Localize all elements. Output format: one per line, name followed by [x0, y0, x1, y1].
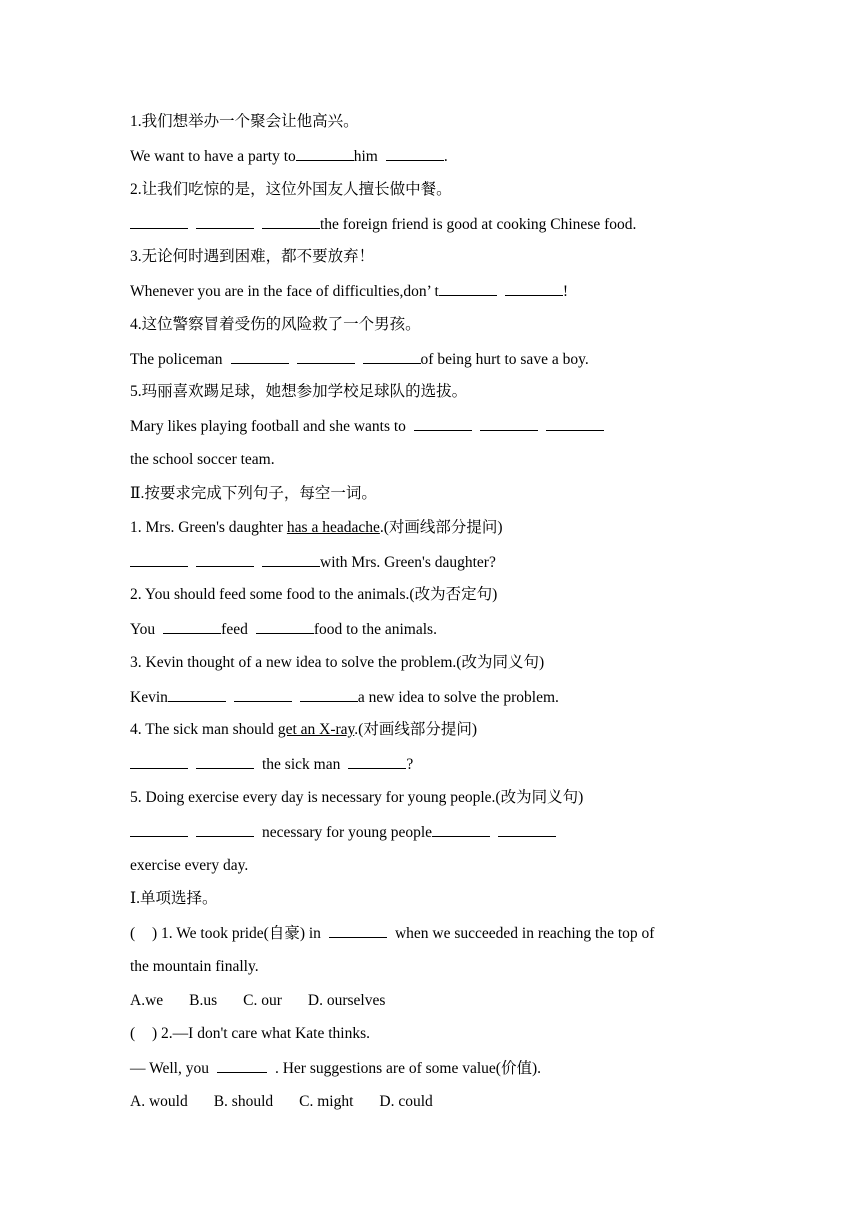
sec2-question-1-answer: with Mrs. Green's daughter?: [130, 552, 750, 573]
sec1-question-1-continuation: the mountain finally.: [130, 958, 259, 975]
answer-blank[interactable]: [546, 416, 604, 431]
answer-blank[interactable]: [262, 214, 320, 229]
sec2-question-2: 2. You should feed some food to the animals.(改为否定句): [130, 586, 498, 603]
answer-blank[interactable]: [130, 552, 188, 567]
sec2-question-5-continuation: exercise every day.: [130, 857, 249, 874]
answer-blank[interactable]: [256, 619, 314, 634]
question-2-chinese: 2.让我们吃惊的是，这位外国友人擅长做中餐。: [130, 181, 452, 198]
answer-blank[interactable]: [130, 214, 188, 229]
sec2-question-4: 4. The sick man should get an X-ray.(对画线部分提问): [130, 721, 477, 738]
underlined-phrase: get an X-ray: [277, 721, 355, 738]
question-1-chinese: 1.我们想举办一个聚会让他高兴。: [130, 113, 359, 130]
answer-blank[interactable]: [196, 822, 254, 837]
answer-blank[interactable]: [196, 214, 254, 229]
answer-blank[interactable]: [196, 754, 254, 769]
sec1-question-1-options: [130, 991, 750, 1011]
question-2-sentence: the foreign friend is good at cooking Chinese food.: [130, 214, 750, 235]
answer-blank[interactable]: [196, 552, 254, 567]
option-c: C. might: [299, 1093, 354, 1110]
underlined-phrase: has a headache: [286, 519, 380, 536]
sec2-question-3-answer: Kevin a new idea to solve the problem.: [130, 689, 559, 706]
answer-blank[interactable]: [414, 416, 472, 431]
option-a: A. would: [130, 1093, 188, 1110]
question-4-chinese: 4.这位警察冒着受伤的风险救了一个男孩。: [130, 316, 421, 333]
answer-blank[interactable]: [300, 687, 358, 702]
answer-blank[interactable]: [130, 822, 188, 837]
option-d: D. could: [379, 1093, 433, 1110]
answer-blank[interactable]: [439, 281, 497, 296]
question-4-sentence: The policeman of being hurt to save a boy.: [130, 351, 589, 368]
question-1-sentence: We want to have a party to him .: [130, 148, 448, 165]
section-1-heading: Ⅰ.单项选择。: [130, 890, 218, 907]
option-b: B.us: [189, 992, 218, 1009]
sec2-question-1: 1. Mrs. Green's daughter has a headache.(对画线部分提问): [130, 519, 503, 536]
sec2-question-4-answer: the sick man ?: [130, 754, 750, 775]
answer-blank[interactable]: [217, 1058, 267, 1073]
option-b: B. should: [213, 1093, 274, 1110]
option-c: C. our: [243, 992, 282, 1009]
answer-blank[interactable]: [505, 281, 563, 296]
question-5-chinese: 5.玛丽喜欢踢足球，她想参加学校足球队的选拔。: [130, 383, 468, 400]
sec1-question-2-dialogue: — Well, you . Her suggestions are of some value(价值).: [130, 1060, 541, 1077]
answer-blank[interactable]: [297, 349, 355, 364]
answer-blank[interactable]: [163, 619, 221, 634]
sec1-question-1: ( ) 1. We took pride(自豪) in when we succeeded in reaching the top of: [130, 925, 655, 942]
question-3-chinese: 3.无论何时遇到困难，都不要放弃！: [130, 248, 375, 265]
option-a: A.we: [130, 992, 164, 1009]
question-5-continuation: the school soccer team.: [130, 451, 275, 468]
answer-blank[interactable]: [262, 552, 320, 567]
answer-blank[interactable]: [498, 822, 556, 837]
answer-blank[interactable]: [231, 349, 289, 364]
sec1-question-2: ( ) 2.—I don't care what Kate thinks.: [130, 1025, 371, 1042]
answer-blank[interactable]: [480, 416, 538, 431]
sec2-question-2-answer: You feed food to the animals.: [130, 621, 437, 638]
section-2-heading: Ⅱ.按要求完成下列句子，每空一词。: [130, 485, 377, 502]
answer-blank[interactable]: [130, 754, 188, 769]
answer-blank[interactable]: [363, 349, 421, 364]
question-5-sentence: Mary likes playing football and she wants to: [130, 416, 750, 437]
option-d: D. ourselves: [307, 992, 386, 1009]
answer-blank[interactable]: [386, 146, 444, 161]
sec2-question-5-answer: necessary for young people: [130, 822, 750, 843]
sec2-question-5: 5. Doing exercise every day is necessary for young people.(改为同义句): [130, 789, 584, 806]
question-3-sentence: Whenever you are in the face of difficulties,don’ t !: [130, 283, 569, 300]
answer-blank[interactable]: [168, 687, 226, 702]
answer-blank[interactable]: [432, 822, 490, 837]
answer-blank[interactable]: [296, 146, 354, 161]
sec2-question-3: 3. Kevin thought of a new idea to solve the problem.(改为同义句): [130, 654, 545, 671]
sec1-question-2-options: [130, 1092, 750, 1112]
answer-blank[interactable]: [234, 687, 292, 702]
answer-blank[interactable]: [329, 923, 387, 938]
answer-blank[interactable]: [348, 754, 406, 769]
